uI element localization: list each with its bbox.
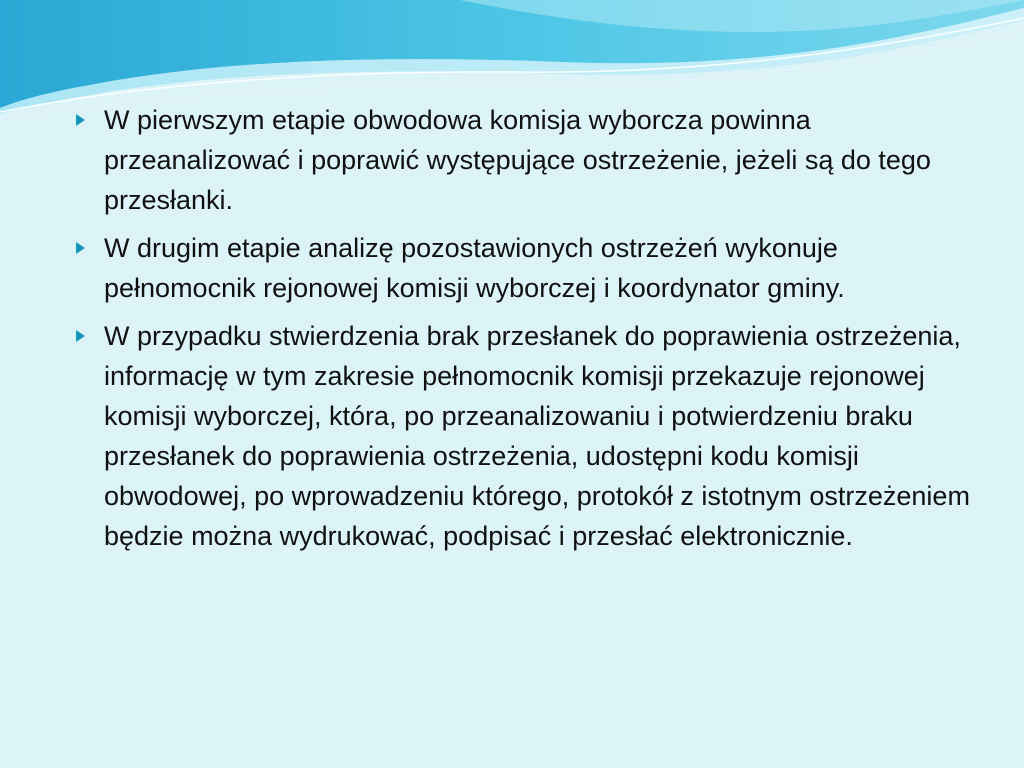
bullet-text: W drugim etapie analizę pozostawionych ostrzeżeń wykonuje pełnomocnik rejonowej komisji wyborczej i koordynator gminy. [104, 233, 845, 303]
bullet-item [72, 316, 972, 556]
bullet-text: W pierwszym etapie obwodowa komisja wyborcza powinna przeanalizować i poprawić występujące ostrzeżenie, jeżeli są do tego przesłanki. [104, 105, 931, 215]
bullet-item [72, 100, 972, 220]
bullet-item [72, 228, 972, 308]
bullet-list [72, 100, 972, 564]
triangle-right-icon [76, 330, 85, 342]
triangle-right-icon [76, 242, 85, 254]
bullet-text: W przypadku stwierdzenia brak przesłanek do poprawienia ostrzeżenia, informację w tym zakresie pełnomocnik komisji przekazuje rejonowej komisji wyborczej, która, po przeanalizowaniu i potwierdzeniu braku przesłanek do poprawienia ostrzeżenia, udostępni kodu komisji obwodowej, po wprowadzeniu którego, protokół z istotnym ostrzeżeniem będzie można wydrukować, podpisać i przesłać elektronicznie. [104, 321, 970, 551]
triangle-right-icon [76, 114, 85, 126]
